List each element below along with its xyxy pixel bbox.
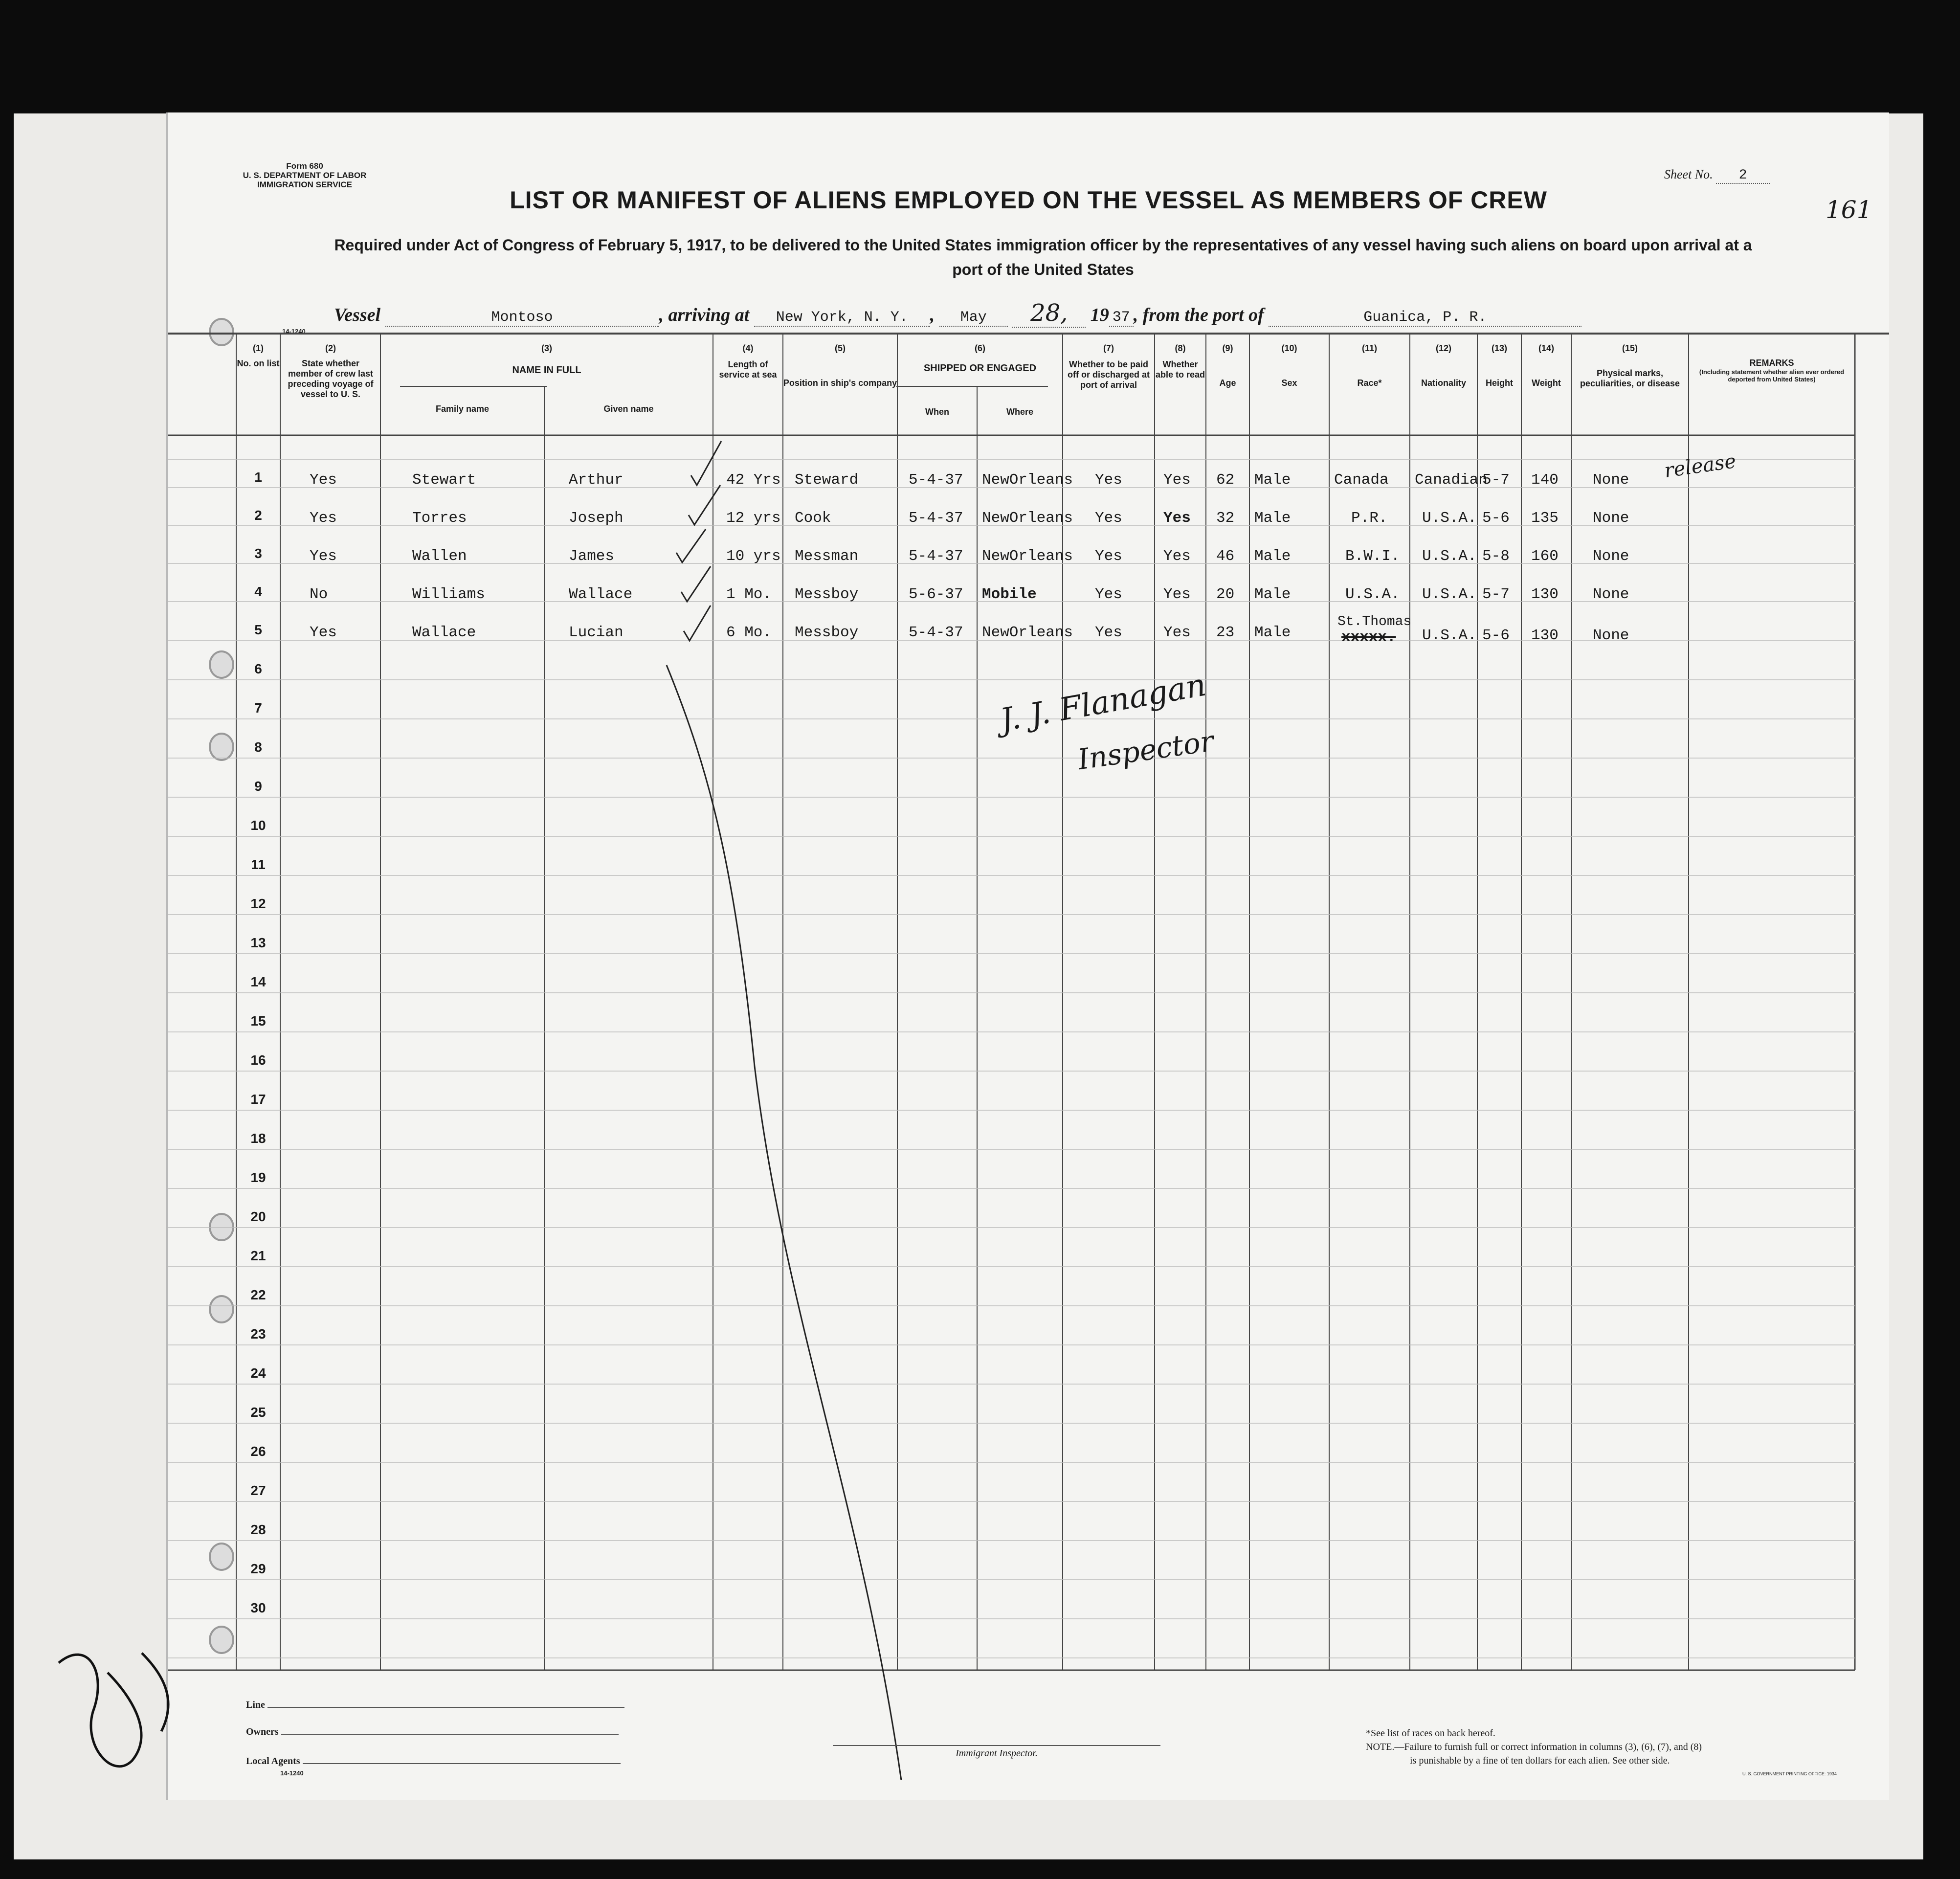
cell-shipped-where: NewOrleans: [982, 471, 1073, 489]
cell-family-name: Torres: [412, 510, 467, 527]
cell-sex: Male: [1254, 510, 1291, 527]
sheet-number-field: [1664, 167, 1770, 184]
arrival-month: May: [939, 309, 1008, 327]
footnote-penalty-cont: is punishable by a fine of ten dollars for each alien. See other side.: [1410, 1755, 1670, 1766]
page-title: LIST OR MANIFEST OF ALIENS EMPLOYED ON THE VESSEL AS MEMBERS OF CREW: [510, 186, 1547, 214]
subtitle-line-2: port of the United States: [952, 261, 1134, 278]
cell-position: Messboy: [795, 624, 859, 641]
owners-label: Owners: [246, 1726, 279, 1737]
cell-shipped-when: 5-4-37: [909, 471, 963, 489]
row-number: 14: [250, 974, 266, 989]
cell-race-note: St.Thomas: [1337, 614, 1412, 629]
department-name: U. S. DEPARTMENT OF LABOR: [243, 171, 367, 180]
cell-prev-voyage: Yes: [310, 548, 337, 565]
cell-nationality: Canadian: [1415, 471, 1488, 489]
col-header-10: (10) Sex: [1281, 343, 1297, 388]
col-header-5: (5) Position in ship's company: [783, 343, 897, 388]
cell-service-length: 10 yrs: [726, 548, 781, 565]
cell-able-to-read: Yes: [1163, 471, 1191, 489]
cell-nationality: U.S.A.: [1422, 548, 1477, 565]
col-header-6: (6) SHIPPED OR ENGAGED: [923, 343, 1037, 374]
cell-shipped-where: NewOrleans: [982, 624, 1073, 641]
row-number: 18: [250, 1131, 266, 1146]
col-header-remarks: REMARKS (Including statement whether alien ever ordered deported from United States): [1699, 358, 1845, 383]
cell-shipped-when: 5-4-37: [909, 510, 963, 527]
row-number: 19: [250, 1170, 266, 1185]
row-number: 21: [250, 1248, 266, 1263]
row-number: 29: [250, 1561, 266, 1576]
col-header-11: (11) Race*: [1357, 343, 1382, 388]
cancellation-stroke: [667, 665, 901, 1780]
subtitle-line-1: Required under Act of Congress of February 5, 1917, to be delivered to the United States immigration officer by the representatives of any vessel having such aliens on board upon arrival at a: [334, 236, 1752, 254]
cell-physical-marks: None: [1593, 586, 1629, 603]
cell-height: 5-6: [1482, 627, 1510, 644]
row-number: 6: [254, 661, 262, 676]
arrival-day: 28,: [1012, 299, 1086, 328]
cell-sex: Male: [1254, 471, 1291, 489]
cell-physical-marks: None: [1593, 471, 1629, 489]
cell-shipped-when: 5-6-37: [909, 586, 963, 603]
cell-prev-voyage: No: [310, 586, 328, 603]
cell-paid-off: Yes: [1095, 548, 1122, 565]
col-header-15: (15) Physical marks, peculiarities, or disease: [1580, 343, 1680, 388]
cell-height: 5-7: [1482, 471, 1510, 489]
cell-prev-voyage: Yes: [310, 624, 337, 641]
row-number: 20: [250, 1209, 266, 1224]
cell-race: U.S.A.: [1345, 586, 1400, 603]
cell-service-length: 1 Mo.: [726, 586, 772, 603]
row-number: 28: [250, 1522, 266, 1537]
cell-nationality: U.S.A.: [1422, 627, 1477, 644]
agents-label: Local Agents: [246, 1756, 300, 1767]
cell-sex: Male: [1254, 548, 1291, 565]
row-number: 4: [254, 584, 262, 599]
col-header-13: (13) Height: [1486, 343, 1513, 388]
row-number: 25: [250, 1405, 266, 1420]
cell-able-to-read: Yes: [1163, 510, 1191, 527]
footnote-penalty: NOTE.—Failure to furnish full or correct information in columns (3), (6), (7), and (8): [1366, 1742, 1702, 1752]
cell-shipped-where: NewOrleans: [982, 510, 1073, 527]
row-number: 1: [254, 470, 262, 485]
cell-weight: 135: [1531, 510, 1559, 527]
row-number: 26: [250, 1444, 266, 1459]
cell-physical-marks: None: [1593, 627, 1629, 644]
handwritten-remark: release: [1663, 449, 1737, 483]
cell-nationality: U.S.A.: [1422, 586, 1477, 603]
cell-able-to-read: Yes: [1163, 548, 1191, 565]
vessel-row: Vessel Montoso , arriving at New York, N. Y. , May 28, 19 37 , from the port of Guanica, P. R.: [334, 299, 1581, 328]
from-label: , from the port of: [1133, 305, 1264, 325]
col-header-3: (3) NAME IN FULL: [512, 343, 581, 376]
inspector-signature-line: [833, 1745, 1160, 1746]
cell-paid-off: Yes: [1095, 510, 1122, 527]
cell-height: 5-7: [1482, 586, 1510, 603]
row-number: 11: [251, 857, 266, 872]
row-number: 7: [254, 700, 262, 716]
cell-able-to-read: Yes: [1163, 586, 1191, 603]
cell-paid-off: Yes: [1095, 586, 1122, 603]
cell-family-name: Stewart: [412, 471, 476, 489]
cell-shipped-when: 5-4-37: [909, 624, 963, 641]
vessel-label: Vessel: [334, 305, 380, 325]
row-number: 15: [250, 1013, 266, 1029]
cell-prev-voyage: Yes: [310, 510, 337, 527]
row-number: 2: [254, 508, 262, 523]
cell-age: 23: [1216, 624, 1235, 641]
cell-position: Messboy: [795, 586, 859, 603]
cell-shipped-when: 5-4-37: [909, 548, 963, 565]
cell-position: Steward: [795, 471, 859, 489]
col-header-14: (14) Weight: [1532, 343, 1561, 388]
owners-field: [246, 1726, 619, 1738]
cell-physical-marks: None: [1593, 510, 1629, 527]
manifest-form: [166, 112, 1889, 1800]
cell-able-to-read: Yes: [1163, 624, 1191, 641]
cell-age: 32: [1216, 510, 1235, 527]
cell-age: 62: [1216, 471, 1235, 489]
line-label: Line: [246, 1700, 265, 1710]
cell-race: xxxxx.: [1341, 629, 1396, 646]
cell-weight: 130: [1531, 586, 1559, 603]
col-header-9: (9) Age: [1219, 343, 1236, 388]
footer-notes: [1366, 1726, 1702, 1767]
inspector-title-handwritten: Inspector: [1075, 724, 1216, 777]
sheet-label: Sheet No.: [1664, 167, 1713, 181]
small-code: 14-1240: [282, 328, 306, 335]
form-identifier: [231, 161, 378, 189]
row-number: 8: [254, 739, 262, 755]
cell-paid-off: Yes: [1095, 471, 1122, 489]
cell-family-name: Wallace: [412, 624, 476, 641]
year-prefix: 19: [1090, 305, 1109, 325]
inspector-label: Immigrant Inspector.: [956, 1748, 1038, 1759]
row-number: 3: [254, 546, 262, 561]
cell-sex: Male: [1254, 624, 1291, 641]
cell-race: P.R.: [1351, 510, 1388, 527]
row-number: 16: [250, 1052, 266, 1068]
departure-port: Guanica, P. R.: [1269, 309, 1581, 327]
col-header-family: Family name: [435, 404, 490, 414]
row-number: 30: [250, 1600, 266, 1615]
row-number: 13: [250, 935, 266, 950]
col-header-7: (7) Whether to be paid off or discharged at port of arrival: [1067, 343, 1150, 390]
cell-given-name: James: [569, 548, 615, 565]
line-field: [246, 1700, 624, 1711]
inspector-signature: J. J. Flanagan: [997, 667, 1209, 739]
table-header: [168, 343, 1889, 436]
cell-service-length: 6 Mo.: [726, 624, 772, 641]
cell-given-name: Lucian: [569, 624, 624, 641]
arrival-year: 37: [1109, 309, 1134, 327]
col-header-4: (4) Length of service at sea: [719, 343, 777, 380]
cell-weight: 130: [1531, 627, 1559, 644]
cell-physical-marks: None: [1593, 548, 1629, 565]
cell-height: 5-6: [1482, 510, 1510, 527]
cell-given-name: Joseph: [569, 510, 624, 527]
page-subtitle: [226, 233, 1860, 282]
sheet-number: 2: [1716, 168, 1770, 184]
arriving-label: , arriving at: [659, 305, 750, 325]
col-header-when: When: [925, 407, 949, 417]
footnote-races: *See list of races on back hereof.: [1366, 1728, 1495, 1739]
printer-imprint: U. S. GOVERNMENT PRINTING OFFICE: 1934: [1742, 1771, 1837, 1776]
cell-prev-voyage: Yes: [310, 471, 337, 489]
cell-position: Messman: [795, 548, 859, 565]
cell-service-length: 42 Yrs: [726, 471, 781, 489]
cell-position: Cook: [795, 510, 831, 527]
cell-paid-off: Yes: [1095, 624, 1122, 641]
vessel-name: Montoso: [385, 309, 659, 327]
cell-service-length: 12 yrs: [726, 510, 781, 527]
cell-race: B.W.I.: [1345, 548, 1400, 565]
cell-family-name: Williams: [412, 586, 485, 603]
page-stamp: 161: [1826, 196, 1872, 224]
cell-nationality: U.S.A.: [1422, 510, 1477, 527]
row-number: 9: [254, 779, 262, 794]
service-name: IMMIGRATION SERVICE: [257, 180, 352, 189]
row-number: 27: [250, 1483, 266, 1498]
cell-weight: 140: [1531, 471, 1559, 489]
cell-given-name: Wallace: [569, 586, 633, 603]
col-header-1: (1) No. on list: [237, 343, 280, 368]
cell-shipped-where: Mobile: [982, 586, 1037, 603]
cell-age: 46: [1216, 548, 1235, 565]
col-header-2: (2) State whether member of crew last preceding voyage of vessel to U. S.: [288, 343, 374, 399]
agents-code: 14-1240: [280, 1769, 304, 1777]
row-number: 17: [250, 1092, 266, 1107]
form-number: Form 680: [286, 161, 323, 171]
row-number: 12: [250, 896, 266, 911]
col-header-given: Given name: [603, 404, 654, 414]
arrival-port: New York, N. Y.: [754, 309, 930, 327]
row-number: 24: [250, 1365, 266, 1381]
agents-field: [246, 1756, 621, 1767]
cell-given-name: Arthur: [569, 471, 624, 489]
col-header-8: (8) Whether able to read: [1155, 343, 1205, 380]
row-number: 22: [250, 1287, 266, 1302]
cell-weight: 160: [1531, 548, 1559, 565]
margin-scribble: [29, 1633, 186, 1795]
row-number: 23: [250, 1326, 266, 1342]
cell-shipped-where: NewOrleans: [982, 548, 1073, 565]
cell-age: 20: [1216, 586, 1235, 603]
col-header-where: Where: [1006, 407, 1033, 417]
cell-race: Canada: [1334, 471, 1389, 489]
row-number: 10: [250, 818, 266, 833]
row-number: 5: [254, 622, 262, 637]
cell-sex: Male: [1254, 586, 1291, 603]
col-header-12: (12) Nationality: [1421, 343, 1466, 388]
cell-height: 5-8: [1482, 548, 1510, 565]
cell-family-name: Wallen: [412, 548, 467, 565]
